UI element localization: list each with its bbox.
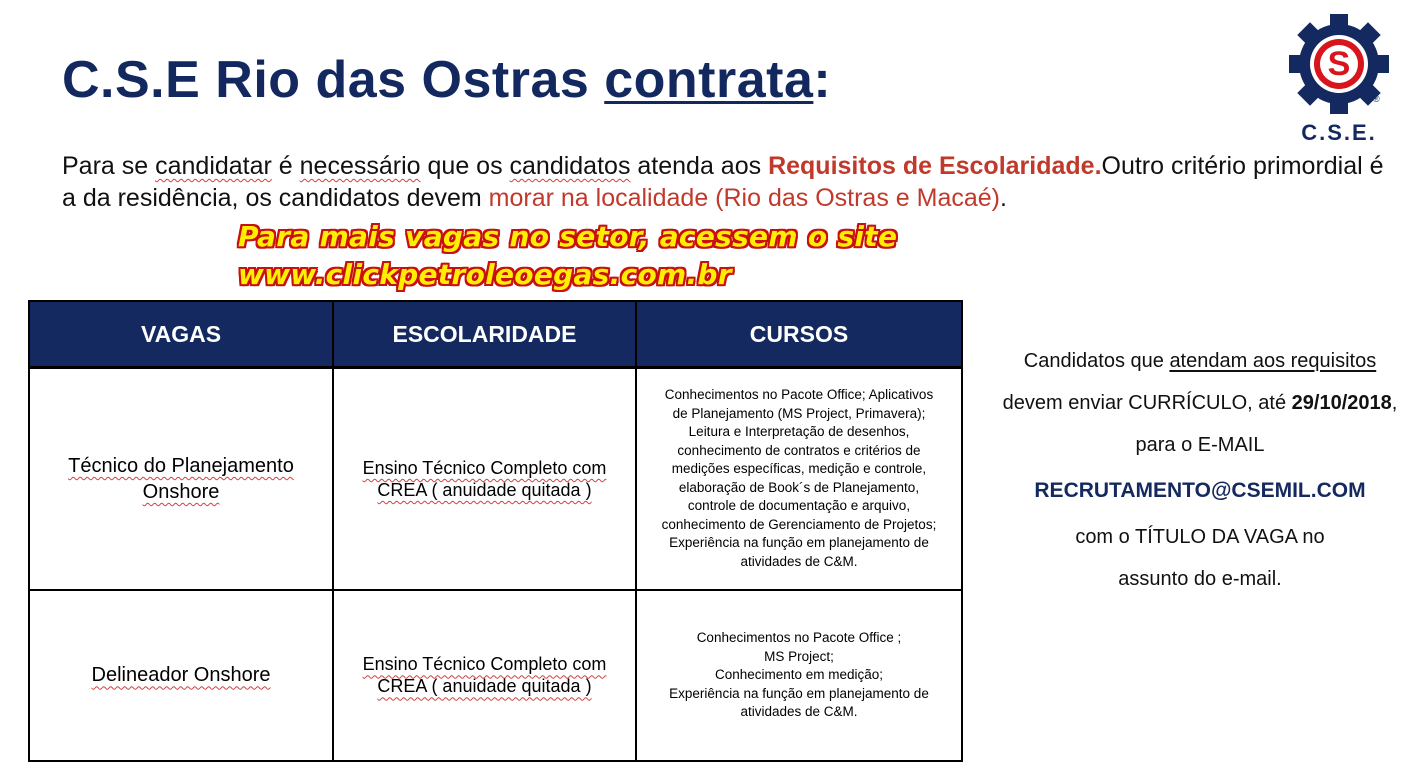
course-line: Conhecimentos no Pacote Office; Aplicativos bbox=[664, 387, 934, 403]
recruitment-email-link[interactable]: RECRUTAMENTO@CSEMIL.COM bbox=[1034, 479, 1366, 502]
course-line: atividades de C&M. bbox=[740, 704, 858, 719]
intro-residence-highlight: morar na localidade (Rio das Ostras e Macaé) bbox=[488, 184, 1000, 212]
course-line: Conhecimento em medição; bbox=[714, 667, 884, 682]
intro-text: que os bbox=[420, 152, 510, 180]
promo-line-1: Para mais vagas no setor, acessem o site bbox=[238, 220, 898, 253]
application-instructions bbox=[980, 340, 1415, 600]
table-row bbox=[29, 368, 962, 590]
course-line: atividades de C&M. bbox=[740, 553, 858, 569]
vaga-cell bbox=[29, 590, 333, 762]
intro-text: candidatos bbox=[509, 152, 631, 180]
title-colon: : bbox=[813, 51, 832, 109]
course-line: controle de documentação e arquivo, bbox=[687, 498, 911, 514]
instructions-line bbox=[980, 382, 1415, 424]
vaga-title: Delineador Onshore bbox=[91, 664, 271, 687]
course-line: elaboração de Book´s de Planejamento, bbox=[678, 479, 920, 495]
course-line: medições específicas, medição e controle, bbox=[671, 461, 927, 477]
course-line: Conhecimentos no Pacote Office ; bbox=[696, 630, 902, 645]
promo-website-link[interactable]: www.clickpetroleoegas.com.br bbox=[238, 258, 732, 291]
instructions-text: , bbox=[1391, 392, 1398, 414]
instructions-line: com o TÍTULO DA VAGA no bbox=[1075, 526, 1325, 548]
instructions-line bbox=[980, 340, 1415, 382]
intro-paragraph bbox=[62, 150, 1402, 214]
instructions-underlined: atendam aos requisitos bbox=[1169, 350, 1377, 372]
instructions-line: assunto do e-mail. bbox=[1118, 568, 1282, 590]
course-line: MS Project; bbox=[764, 648, 834, 664]
table-header-row bbox=[29, 301, 962, 368]
header-vagas: VAGAS bbox=[29, 301, 333, 368]
header-escolaridade: ESCOLARIDADE bbox=[333, 301, 636, 368]
course-line: Experiência na função em planejamento de bbox=[669, 685, 929, 701]
escolaridade-text: Ensino Técnico Completo com CREA ( anuidade quitada ) bbox=[362, 457, 607, 500]
course-line: conhecimento de contratos e critérios de bbox=[677, 442, 921, 458]
vaga-title: Técnico do Planejamento Onshore bbox=[68, 454, 294, 503]
course-line: de Planejamento (MS Project, Primavera); bbox=[672, 405, 926, 421]
escolaridade-text: Ensino Técnico Completo com CREA ( anuidade quitada ) bbox=[362, 654, 607, 697]
course-line: Leitura e Interpretação de desenhos, bbox=[688, 424, 910, 440]
logo-text: C.S.E. bbox=[1301, 120, 1377, 145]
course-line: conhecimento de Gerenciamento de Projetos; bbox=[661, 516, 937, 532]
intro-text: Outro critério primordial é a da residência, os candidatos devem bbox=[62, 152, 1384, 212]
deadline-date: 29/10/2018 bbox=[1291, 392, 1392, 414]
cse-logo-icon bbox=[1284, 12, 1394, 147]
vaga-cell bbox=[29, 368, 333, 590]
intro-text: Para se bbox=[62, 152, 156, 180]
title-text: C.S.E Rio das Ostras bbox=[62, 51, 605, 109]
header-cursos: CURSOS bbox=[636, 301, 962, 368]
logo-letter: S bbox=[1327, 45, 1351, 83]
page-title bbox=[62, 50, 831, 110]
intro-text: atenda aos bbox=[630, 152, 769, 180]
instructions-text: devem enviar CURRÍCULO, até bbox=[1002, 392, 1292, 414]
instructions-text: Candidatos que bbox=[1023, 350, 1170, 372]
table-row bbox=[29, 590, 962, 762]
jobs-table bbox=[28, 300, 963, 762]
title-underlined-word: contrata bbox=[604, 51, 814, 109]
escolaridade-cell bbox=[333, 368, 636, 590]
logo-registered-mark: ® bbox=[1373, 94, 1380, 104]
cursos-cell bbox=[636, 590, 962, 762]
intro-text: candidatar bbox=[155, 152, 272, 180]
intro-text: necessário bbox=[299, 152, 421, 180]
instructions-line: para o E-MAIL bbox=[1135, 434, 1265, 456]
course-line: Experiência na função em planejamento de bbox=[669, 535, 929, 551]
intro-text: . bbox=[999, 184, 1007, 212]
cursos-cell bbox=[636, 368, 962, 590]
intro-requisitos-highlight: Requisitos de Escolaridade. bbox=[768, 152, 1102, 180]
intro-text: é bbox=[271, 152, 300, 180]
escolaridade-cell bbox=[333, 590, 636, 762]
